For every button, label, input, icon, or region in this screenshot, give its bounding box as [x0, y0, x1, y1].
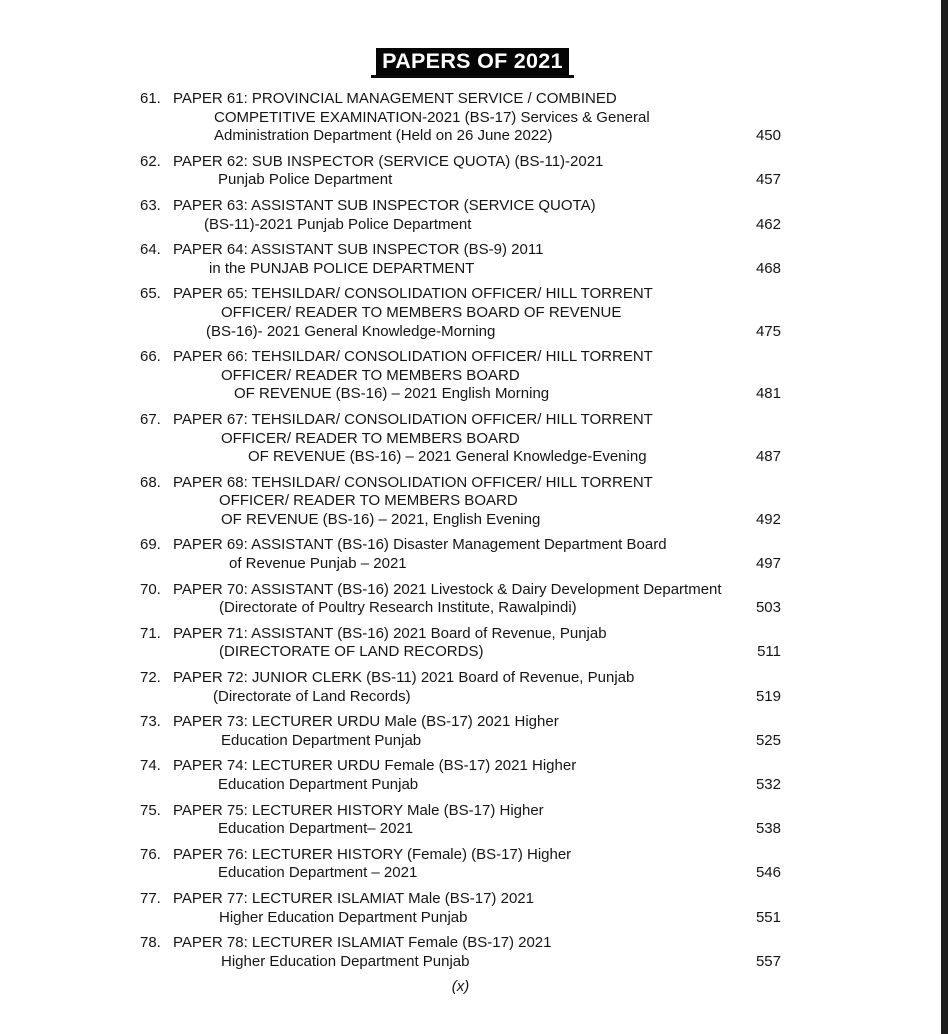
entry-line-continuation: OFFICER/ READER TO MEMBERS BOARD OF REVENUE — [221, 303, 622, 321]
entry-line-continuation: OFFICER/ READER TO MEMBERS BOARD — [221, 366, 520, 384]
entry-line-first: PAPER 70: ASSISTANT (BS-16) 2021 Livestock & Dairy Development Department — [173, 580, 722, 598]
entry-number: 75. — [140, 801, 161, 819]
page-content — [140, 48, 781, 995]
entry-title-lines — [173, 474, 743, 530]
entry-page-number: 503 — [755, 599, 781, 617]
entry-page-number: 532 — [755, 776, 781, 793]
entry-title-lines — [173, 934, 743, 971]
entry-line-continuation: (Directorate of Poultry Research Institute, Rawalpindi) — [219, 599, 577, 617]
entry-number: 69. — [140, 536, 161, 554]
entry-line-first: PAPER 64: ASSISTANT SUB INSPECTOR (BS-9) 2011 — [173, 241, 544, 259]
entry-number: 72. — [140, 669, 161, 687]
entry-title-lines — [173, 241, 743, 278]
entry-number: 67. — [140, 410, 161, 428]
scan-edge-bar — [941, 0, 948, 1034]
entry-number: 61. — [140, 90, 161, 107]
toc-entry — [140, 411, 781, 467]
entry-title-lines — [173, 757, 743, 794]
entry-number: 64. — [140, 241, 161, 259]
entry-line-continuation: OF REVENUE (BS-16) – 2021 English Morning — [234, 385, 550, 403]
entry-title-lines — [173, 197, 743, 234]
entry-line-first: PAPER 62: SUB INSPECTOR (SERVICE QUOTA) (BS-11)-2021 — [173, 152, 604, 170]
toc-entry — [140, 153, 781, 190]
entry-number: 70. — [140, 580, 161, 598]
entry-line-continuation: Punjab Police Department — [218, 171, 393, 189]
toc-entry — [140, 890, 781, 927]
entry-page-number: 481 — [755, 385, 781, 403]
entry-number: 76. — [140, 845, 161, 863]
entry-page-number: 497 — [755, 555, 781, 573]
entry-number: 65. — [140, 285, 161, 303]
entry-title-lines — [173, 285, 743, 341]
toc-entry — [140, 536, 781, 573]
entry-page-number: 487 — [755, 448, 781, 466]
toc-entry — [140, 474, 781, 530]
entry-line-continuation: OF REVENUE (BS-16) – 2021 General Knowledge-Evening — [248, 448, 647, 466]
entry-line-first: PAPER 78: LECTURER ISLAMIAT Female (BS-17) 2021 — [173, 934, 552, 952]
entry-line-continuation: Education Department– 2021 — [218, 820, 414, 838]
entry-title-lines — [173, 890, 743, 927]
toc-entry — [140, 581, 781, 618]
entry-page-number: 525 — [755, 731, 781, 749]
toc-entry — [140, 625, 781, 662]
toc-entry — [140, 757, 781, 794]
toc-entry — [140, 669, 781, 706]
entry-line-continuation: Administration Department (Held on 26 June 2022) — [214, 127, 553, 145]
entry-line-first: PAPER 73: LECTURER URDU Male (BS-17) 2021 Higher — [173, 713, 559, 731]
entry-line-continuation: (BS-11)-2021 Punjab Police Department — [204, 215, 472, 233]
toc-entry — [140, 348, 781, 404]
toc-entry — [140, 802, 781, 839]
entry-line-continuation: in the PUNJAB POLICE DEPARTMENT — [209, 259, 475, 277]
entry-page-number: 462 — [755, 215, 781, 233]
entry-line-continuation: COMPETITIVE EXAMINATION-2021 (BS-17) Services & General — [214, 108, 650, 126]
toc-entry — [140, 285, 781, 341]
entry-line-first: PAPER 66: TEHSILDAR/ CONSOLIDATION OFFICER/ HILL TORRENT — [173, 348, 653, 366]
entry-page-number: 511 — [757, 643, 781, 661]
entry-line-first: PAPER 67: TEHSILDAR/ CONSOLIDATION OFFICER/ HILL TORRENT — [173, 410, 653, 428]
entry-page-number: 557 — [755, 952, 781, 970]
entry-line-first: PAPER 65: TEHSILDAR/ CONSOLIDATION OFFICER/ HILL TORRENT — [173, 285, 653, 303]
entry-number: 66. — [140, 348, 161, 366]
toc-entry — [140, 934, 781, 971]
entry-line-continuation: OFFICER/ READER TO MEMBERS BOARD — [221, 429, 520, 447]
toc-entry — [140, 241, 781, 278]
entry-number: 63. — [140, 196, 161, 214]
entry-line-continuation: OFFICER/ READER TO MEMBERS BOARD — [219, 492, 518, 510]
entry-line-continuation: Higher Education Department Punjab — [219, 908, 468, 926]
entry-line-first: PAPER 69: ASSISTANT (BS-16) Disaster Management Department Board — [173, 536, 667, 554]
entry-line-first: PAPER 63: ASSISTANT SUB INSPECTOR (SERVICE QUOTA) — [173, 196, 596, 214]
entry-number: 74. — [140, 757, 161, 775]
entry-number: 71. — [140, 624, 161, 642]
entry-title-lines — [173, 411, 743, 467]
entry-line-first: PAPER 61: PROVINCIAL MANAGEMENT SERVICE / COMBINED — [173, 90, 617, 107]
entry-title-lines — [173, 625, 743, 662]
entry-page-number: 538 — [755, 820, 781, 838]
toc-entry — [140, 713, 781, 750]
entry-line-continuation: (DIRECTORATE OF LAND RECORDS) — [219, 643, 484, 661]
entry-title-lines — [173, 581, 743, 618]
entry-title-lines — [173, 846, 743, 883]
entry-line-continuation: Higher Education Department Punjab — [221, 952, 470, 970]
entry-number: 73. — [140, 713, 161, 731]
entry-title-lines — [173, 802, 743, 839]
entry-line-first: PAPER 75: LECTURER HISTORY Male (BS-17) Higher — [173, 801, 544, 819]
entry-title-lines — [173, 153, 743, 190]
page-number-footer: (x) — [451, 978, 470, 996]
entry-line-continuation: Education Department – 2021 — [218, 864, 418, 882]
entry-line-first: PAPER 76: LECTURER HISTORY (Female) (BS-17) Higher — [173, 845, 572, 863]
title-underline — [371, 48, 574, 78]
entry-line-continuation: (Directorate of Land Records) — [213, 687, 411, 705]
entry-title-lines — [173, 669, 743, 706]
entry-number: 77. — [140, 889, 161, 907]
entry-number: 78. — [140, 934, 161, 952]
entry-page-number: 492 — [755, 510, 781, 528]
entry-page-number: 468 — [755, 259, 781, 277]
entry-line-first: PAPER 68: TEHSILDAR/ CONSOLIDATION OFFICER/ HILL TORRENT — [173, 473, 653, 491]
entry-page-number: 457 — [755, 171, 781, 189]
entry-page-number: 546 — [755, 864, 781, 882]
entry-line-continuation: OF REVENUE (BS-16) – 2021, English Evening — [221, 510, 541, 528]
entry-line-continuation: (BS-16)- 2021 General Knowledge-Morning — [206, 322, 496, 340]
entry-title-lines — [173, 90, 743, 146]
entry-line-first: PAPER 74: LECTURER URDU Female (BS-17) 2021 Higher — [173, 757, 577, 775]
toc-entry — [140, 90, 781, 146]
entry-line-first: PAPER 77: LECTURER ISLAMIAT Male (BS-17) 2021 — [173, 889, 534, 907]
entry-page-number: 450 — [755, 127, 781, 145]
entry-line-continuation: Education Department Punjab — [218, 776, 419, 793]
entry-page-number: 519 — [755, 687, 781, 705]
entry-line-continuation: of Revenue Punjab – 2021 — [229, 555, 407, 573]
page-title — [152, 48, 793, 78]
toc-entries — [140, 90, 781, 971]
page-title-text: PAPERS OF 2021 — [376, 48, 569, 75]
entry-page-number: 551 — [755, 908, 781, 926]
entry-number: 62. — [140, 152, 161, 170]
toc-entry — [140, 846, 781, 883]
entry-title-lines — [173, 713, 743, 750]
entry-line-continuation: Education Department Punjab — [221, 731, 422, 749]
entry-title-lines — [173, 348, 743, 404]
entry-number: 68. — [140, 473, 161, 491]
entry-title-lines — [173, 536, 743, 573]
entry-line-first: PAPER 72: JUNIOR CLERK (BS-11) 2021 Board of Revenue, Punjab — [173, 669, 635, 687]
entry-line-first: PAPER 71: ASSISTANT (BS-16) 2021 Board of Revenue, Punjab — [173, 624, 607, 642]
toc-entry — [140, 197, 781, 234]
entry-page-number: 475 — [755, 322, 781, 340]
